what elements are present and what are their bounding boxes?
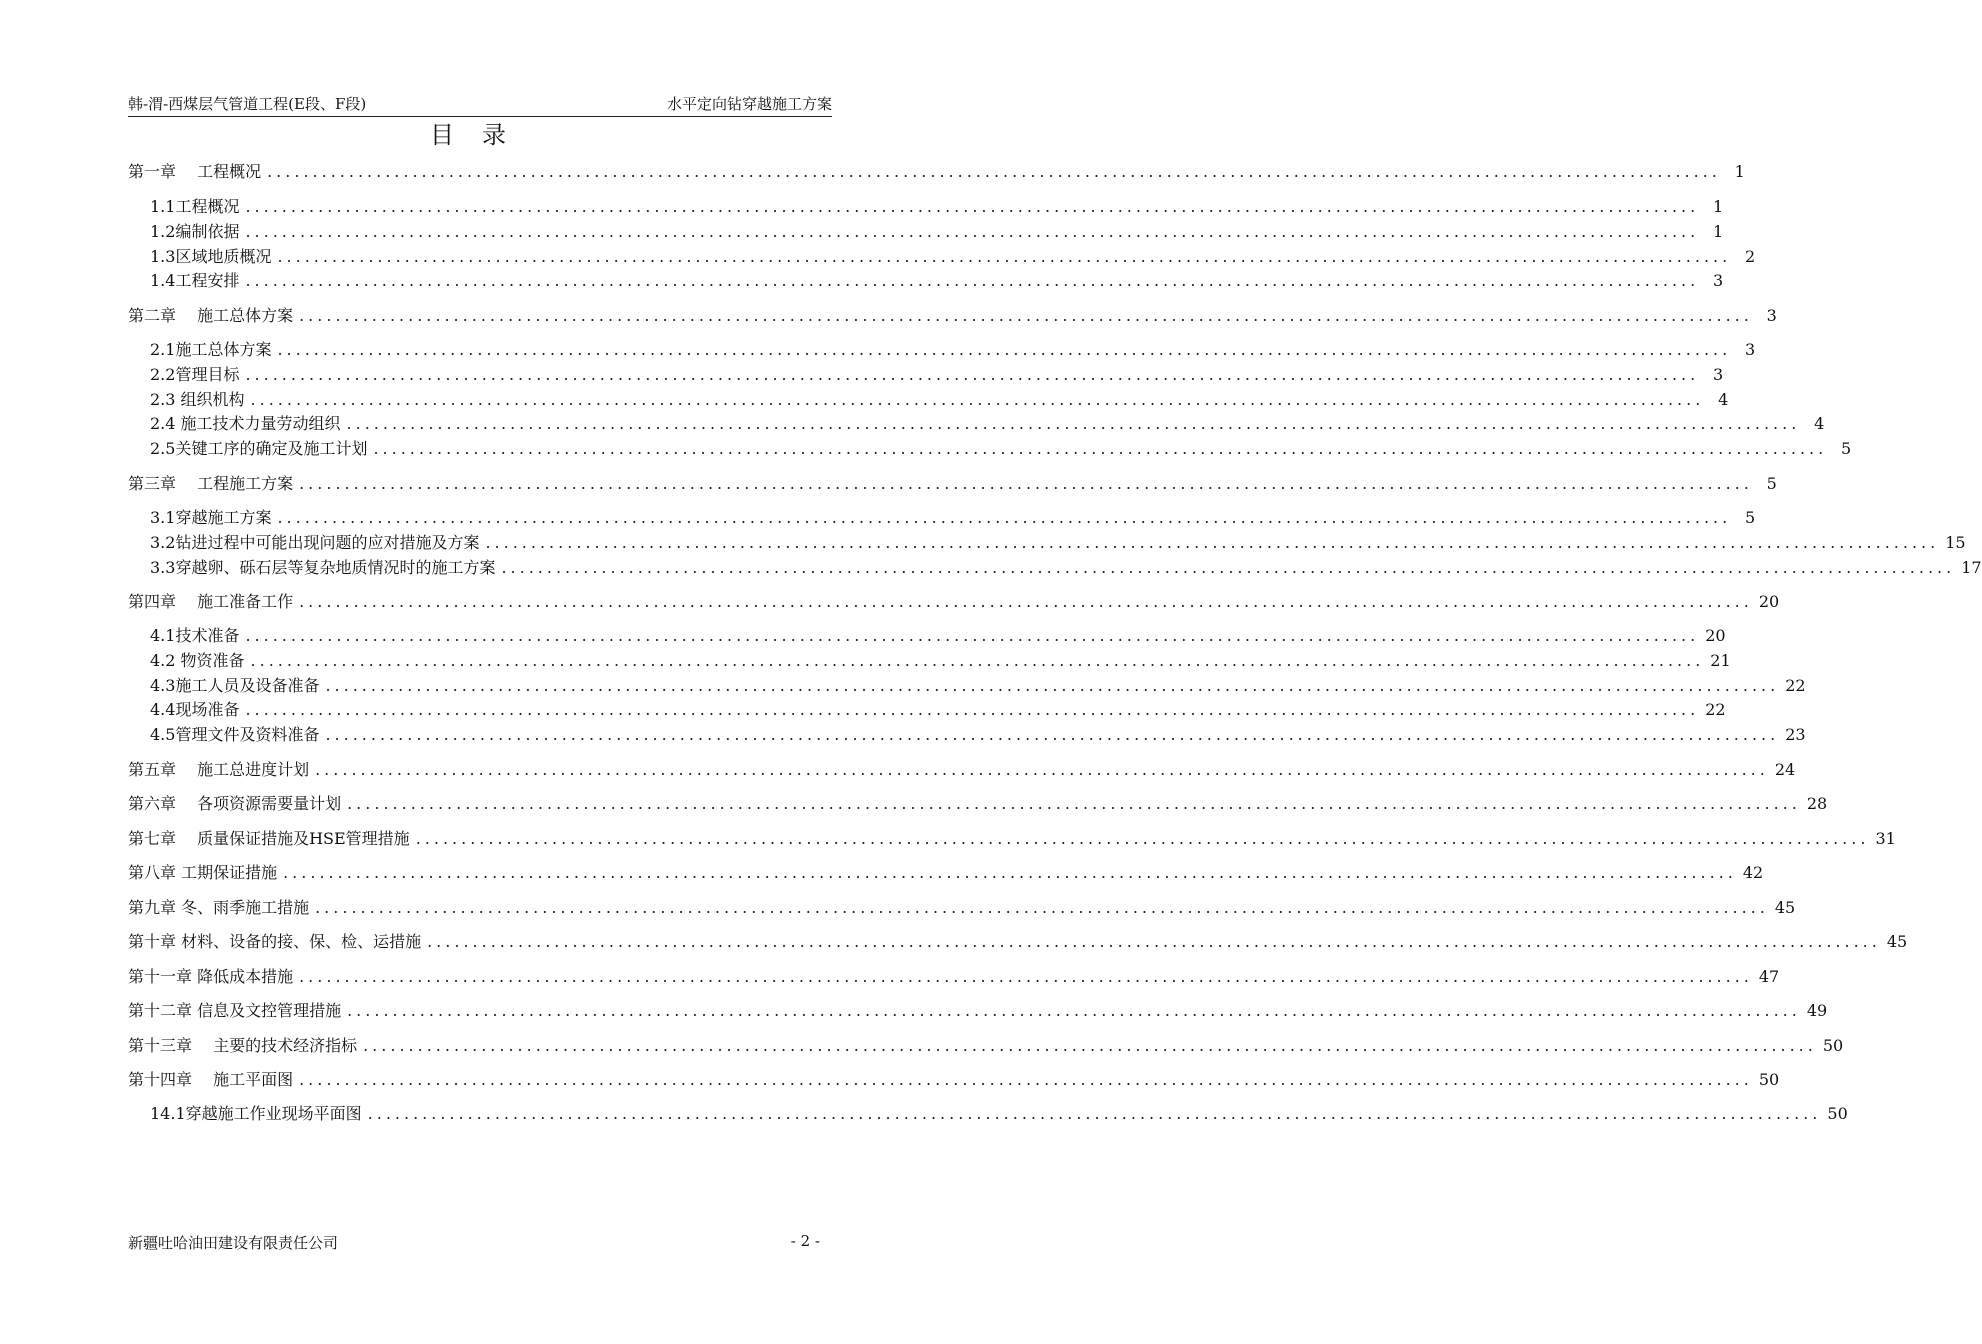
toc-entry-section[interactable] xyxy=(150,649,1731,673)
toc-entry-chapter[interactable] xyxy=(128,304,1777,328)
toc-entry-page: 17 xyxy=(1961,558,1982,577)
toc-entry-page: 31 xyxy=(1875,829,1896,848)
toc-entry-page: 50 xyxy=(1758,1070,1780,1089)
toc-entry-page: 20 xyxy=(1758,592,1780,611)
toc-entry-section[interactable] xyxy=(150,698,1726,722)
toc-entry-label: 4.4现场准备 xyxy=(150,700,240,719)
toc-entry-chapter[interactable] xyxy=(128,930,1908,954)
toc-entry-section[interactable] xyxy=(150,1102,1848,1126)
toc-entry-page: 1 xyxy=(1713,197,1724,216)
toc-entry-label: 第七章 质量保证措施及HSE管理措施 xyxy=(128,829,410,848)
toc-entry-label: 第十章 材料、设备的接、保、检、运措施 xyxy=(128,932,422,951)
toc-leader: ................................................................................................................................................................ xyxy=(485,533,1940,552)
toc-leader: ................................................................................................................................................................ xyxy=(315,760,1769,779)
toc-entry-section[interactable] xyxy=(150,195,1724,219)
toc-entry-label: 第六章 各项资源需要量计划 xyxy=(128,794,342,813)
toc-entry-page: 50 xyxy=(1822,1036,1844,1055)
toc-entry-chapter[interactable] xyxy=(128,861,1764,885)
toc-leader: ................................................................................................................................................................ xyxy=(299,967,1753,986)
toc-entry-page: 45 xyxy=(1774,898,1796,917)
toc-entry-section[interactable] xyxy=(150,624,1726,648)
toc-leader: ................................................................................................................................................................ xyxy=(250,390,1705,409)
toc-heading: 目录 xyxy=(430,121,534,149)
toc-leader: ................................................................................................................................................................ xyxy=(283,863,1737,882)
toc-entry-label: 第二章 施工总体方案 xyxy=(128,306,294,325)
toc-entry-page: 47 xyxy=(1758,967,1780,986)
footer-company: 新疆吐哈油田建设有限责任公司 xyxy=(128,1234,339,1252)
toc-entry-chapter[interactable] xyxy=(128,472,1777,496)
toc-leader: ................................................................................................................................................................ xyxy=(245,365,1700,384)
toc-entry-page: 5 xyxy=(1766,474,1777,493)
toc-entry-label: 14.1穿越施工作业现场平面图 xyxy=(150,1104,362,1123)
toc-entry-page: 15 xyxy=(1945,533,1966,552)
toc-leader: ................................................................................................................................................................ xyxy=(347,1001,1801,1020)
toc-leader: ................................................................................................................................................................ xyxy=(299,474,1753,493)
toc-entry-page: 42 xyxy=(1742,863,1764,882)
header-project-title: 韩-渭-西煤层气管道工程(E段、F段) xyxy=(128,95,367,113)
toc-entry-chapter[interactable] xyxy=(128,965,1780,989)
toc-entry-page: 3 xyxy=(1713,365,1724,384)
toc-entry-label: 第九章 冬、雨季施工措施 xyxy=(128,898,310,917)
toc-entry-section[interactable] xyxy=(150,723,1806,747)
header-document-title: 水平定向钻穿越施工方案 xyxy=(666,95,832,113)
toc-entry-label: 第十四章 施工平面图 xyxy=(128,1070,294,1089)
toc-leader: ................................................................................................................................................................ xyxy=(245,626,1700,645)
toc-leader: ................................................................................................................................................................ xyxy=(347,794,1801,813)
toc-entry-label: 4.2 物资准备 xyxy=(150,651,245,670)
toc-entry-label: 3.3穿越卵、砾石层等复杂地质情况时的施工方案 xyxy=(150,558,496,577)
toc-entry-chapter[interactable] xyxy=(128,1068,1780,1092)
toc-entry-label: 2.2管理目标 xyxy=(150,365,240,384)
toc-leader: ................................................................................................................................................................ xyxy=(363,1036,1817,1055)
toc-entry-label: 3.2钻进过程中可能出现问题的应对措施及方案 xyxy=(150,533,480,552)
toc-entry-chapter[interactable] xyxy=(128,999,1828,1023)
toc-entry-chapter[interactable] xyxy=(128,160,1745,184)
toc-leader: ................................................................................................................................................................ xyxy=(415,829,1870,848)
toc-entry-chapter[interactable] xyxy=(128,1034,1844,1058)
toc-leader: ................................................................................................................................................................ xyxy=(250,651,1705,670)
toc-entry-page: 20 xyxy=(1705,626,1726,645)
toc-entry-section[interactable] xyxy=(150,506,1756,530)
toc-entry-section[interactable] xyxy=(150,269,1724,293)
toc-entry-label: 2.1施工总体方案 xyxy=(150,340,272,359)
page-header xyxy=(128,90,832,117)
toc-entry-section[interactable] xyxy=(150,363,1724,387)
toc-leader: ................................................................................................................................................................ xyxy=(245,271,1700,290)
toc-leader: ................................................................................................................................................................ xyxy=(325,725,1780,744)
toc-entry-page: 28 xyxy=(1806,794,1828,813)
toc-entry-chapter[interactable] xyxy=(128,792,1828,816)
toc-entry-label: 3.1穿越施工方案 xyxy=(150,508,272,527)
page-footer xyxy=(128,1232,820,1253)
toc-entry-label: 第十一章 降低成本措施 xyxy=(128,967,294,986)
toc-entry-label: 1.2编制依据 xyxy=(150,222,240,241)
toc-entry-label: 第五章 施工总进度计划 xyxy=(128,760,310,779)
toc-entry-label: 第十三章 主要的技术经济指标 xyxy=(128,1036,358,1055)
toc-entry-label: 第四章 施工准备工作 xyxy=(128,592,294,611)
toc-entry-page: 3 xyxy=(1766,306,1777,325)
toc-leader: ................................................................................................................................................................ xyxy=(277,508,1732,527)
toc-entry-page: 23 xyxy=(1785,725,1806,744)
toc-entry-label: 4.1技术准备 xyxy=(150,626,240,645)
toc-entry-section[interactable] xyxy=(150,531,1966,555)
toc-entry-section[interactable] xyxy=(150,674,1806,698)
toc-entry-label: 1.1工程概况 xyxy=(150,197,240,216)
toc-leader: ................................................................................................................................................................ xyxy=(245,222,1700,241)
toc-entry-page: 21 xyxy=(1710,651,1731,670)
toc-entry-page: 4 xyxy=(1718,390,1729,409)
toc-entry-label: 第十二章 信息及文控管理措施 xyxy=(128,1001,342,1020)
toc-entry-page: 2 xyxy=(1745,247,1756,266)
toc-entry-section[interactable] xyxy=(150,556,1982,580)
toc-leader: ................................................................................................................................................................ xyxy=(501,558,1956,577)
toc-leader: ................................................................................................................................................................ xyxy=(277,247,1732,266)
toc-entry-chapter[interactable] xyxy=(128,827,1896,851)
footer-page-number: - 2 - xyxy=(790,1232,820,1250)
toc-entry-chapter[interactable] xyxy=(128,758,1796,782)
toc-leader: ................................................................................................................................................................ xyxy=(427,932,1881,951)
toc-entry-label: 1.4工程安排 xyxy=(150,271,240,290)
toc-entry-label: 2.4 施工技术力量劳动组织 xyxy=(150,414,341,433)
toc-entry-section[interactable] xyxy=(150,412,1825,436)
toc-entry-page: 3 xyxy=(1745,340,1756,359)
toc-entry-label: 4.3施工人员及设备准备 xyxy=(150,676,320,695)
toc-leader: ................................................................................................................................................................ xyxy=(277,340,1732,359)
toc-entry-section[interactable] xyxy=(150,388,1729,412)
toc-entry-label: 2.5关键工序的确定及施工计划 xyxy=(150,439,368,458)
toc-entry-section[interactable] xyxy=(150,437,1852,461)
toc-entry-label: 1.3区域地质概况 xyxy=(150,247,272,266)
toc-entry-page: 5 xyxy=(1745,508,1756,527)
toc-leader: ................................................................................................................................................................ xyxy=(346,414,1801,433)
toc-entry-page: 1 xyxy=(1713,222,1724,241)
toc-entry-page: 24 xyxy=(1774,760,1796,779)
toc-entry-label: 2.3 组织机构 xyxy=(150,390,245,409)
toc-entry-label: 第三章 工程施工方案 xyxy=(128,474,294,493)
toc-leader: ................................................................................................................................................................ xyxy=(299,306,1753,325)
toc-entry-chapter[interactable] xyxy=(128,590,1780,614)
toc-leader: ................................................................................................................................................................ xyxy=(325,676,1780,695)
toc-entry-section[interactable] xyxy=(150,245,1756,269)
toc-entry-page: 45 xyxy=(1886,932,1908,951)
toc-leader: ................................................................................................................................................................ xyxy=(315,898,1769,917)
toc-leader: ................................................................................................................................................................ xyxy=(245,700,1700,719)
toc-leader: ................................................................................................................................................................ xyxy=(299,1070,1753,1089)
toc-entry-page: 22 xyxy=(1705,700,1726,719)
toc-entry-chapter[interactable] xyxy=(128,896,1796,920)
toc-entry-page: 5 xyxy=(1841,439,1852,458)
toc-entry-page: 4 xyxy=(1814,414,1825,433)
toc-entry-label: 4.5管理文件及资料准备 xyxy=(150,725,320,744)
toc-leader: ................................................................................................................................................................ xyxy=(299,592,1753,611)
toc-entry-section[interactable] xyxy=(150,338,1756,362)
toc-entry-page: 3 xyxy=(1713,271,1724,290)
toc-entry-label: 第一章 工程概况 xyxy=(128,162,262,181)
toc-entry-section[interactable] xyxy=(150,220,1724,244)
toc-entry-page: 22 xyxy=(1785,676,1806,695)
toc-entry-page: 50 xyxy=(1827,1104,1848,1123)
toc-leader: ................................................................................................................................................................ xyxy=(267,162,1721,181)
toc-entry-label: 第八章 工期保证措施 xyxy=(128,863,278,882)
toc-leader: ................................................................................................................................................................ xyxy=(373,439,1828,458)
toc-entry-page: 49 xyxy=(1806,1001,1828,1020)
toc-entry-page: 1 xyxy=(1734,162,1745,181)
toc-leader: ................................................................................................................................................................ xyxy=(245,197,1700,216)
toc-leader: ................................................................................................................................................................ xyxy=(367,1104,1822,1123)
